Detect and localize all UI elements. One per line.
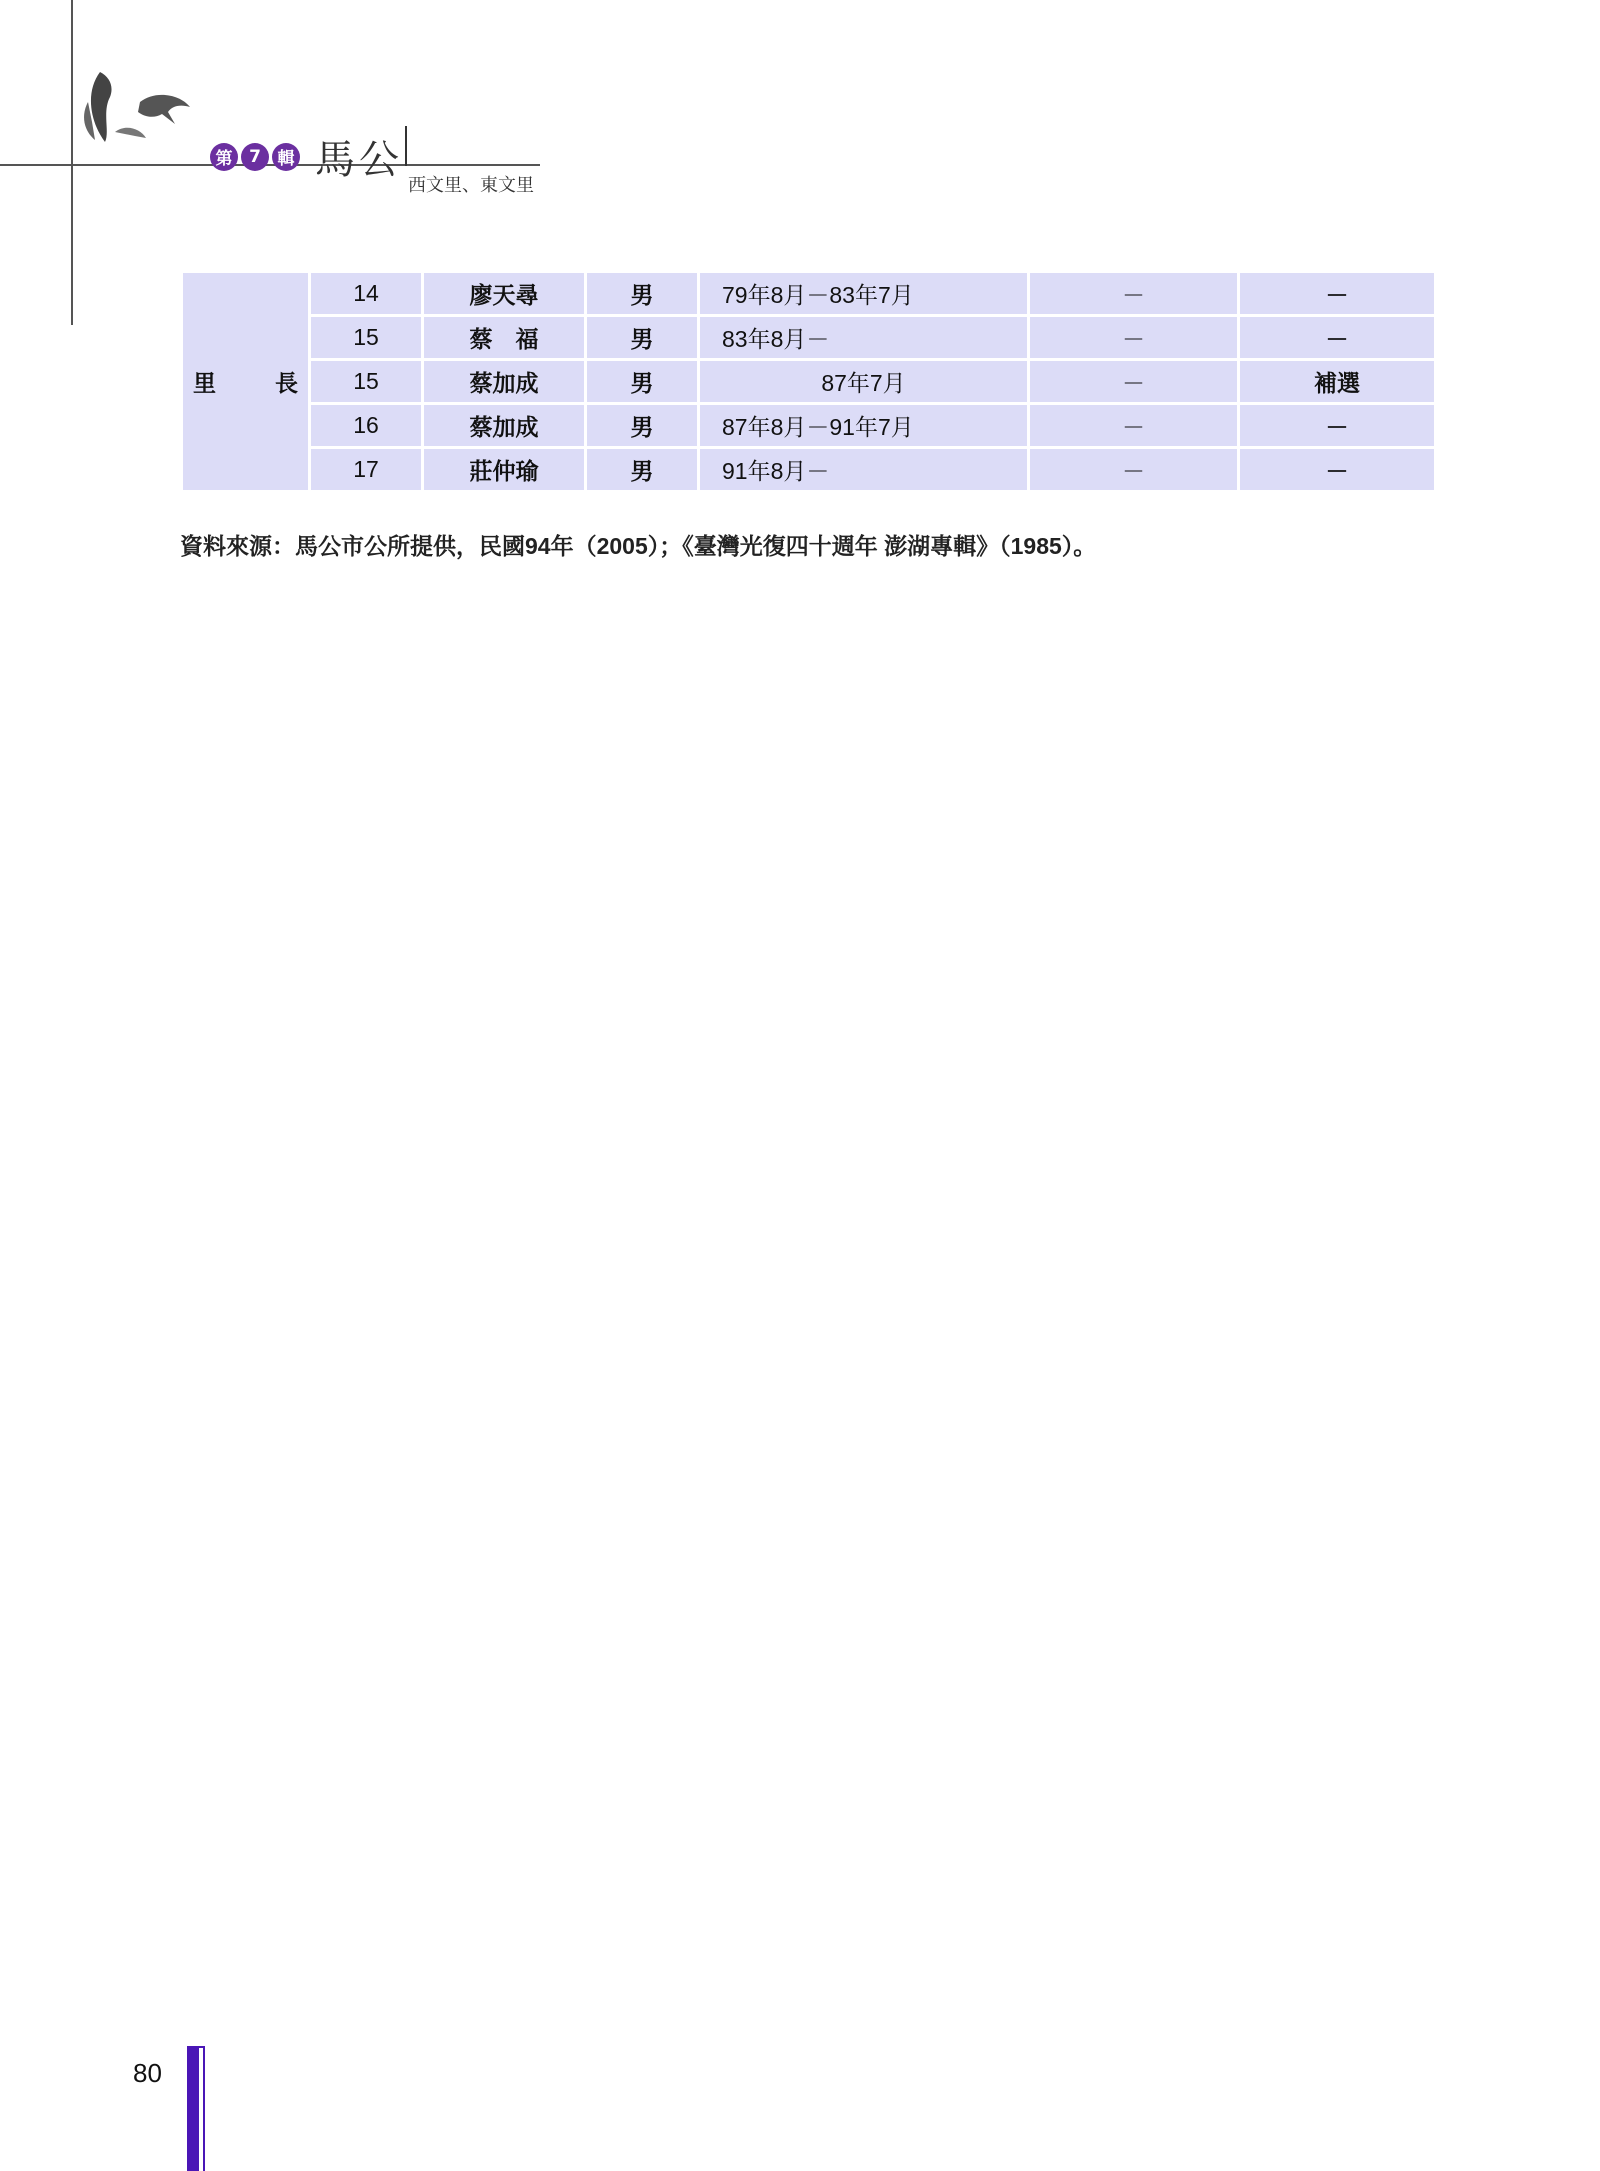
term-cell: 15	[310, 316, 423, 360]
term-cell: 14	[310, 272, 423, 316]
term-cell: 15	[310, 360, 423, 404]
table-row	[182, 360, 1436, 404]
period-cell: 83年8月－	[699, 316, 1029, 360]
period-cell: 87年7月	[699, 360, 1029, 404]
name-cell: 廖天尋	[423, 272, 586, 316]
chapter-prefix-badge: 第	[210, 143, 238, 171]
table-row	[182, 316, 1436, 360]
period-cell: 87年8月－91年7月	[699, 404, 1029, 448]
footer-accent-bar	[187, 2046, 199, 2171]
sex-cell: 男	[586, 316, 699, 360]
dolphin-logo-icon	[80, 62, 200, 162]
note-b-cell: －	[1239, 404, 1436, 448]
name-cell: 蔡加成	[423, 360, 586, 404]
note-a-cell: －	[1029, 316, 1239, 360]
page-number: 80	[133, 2058, 162, 2088]
village-chief-table	[180, 270, 1437, 493]
sex-cell: 男	[586, 448, 699, 492]
sex-cell: 男	[586, 404, 699, 448]
term-cell: 16	[310, 404, 423, 448]
name-cell: 莊仲瑜	[423, 448, 586, 492]
chapter-title: 馬公	[315, 137, 403, 183]
note-a-cell: －	[1029, 448, 1239, 492]
period-cell: 79年8月－83年7月	[699, 272, 1029, 316]
sex-cell: 男	[586, 272, 699, 316]
chapter-subtitle: 西文里、東文里	[408, 175, 534, 196]
header-vertical-rule	[71, 0, 73, 325]
chapter-label	[210, 128, 403, 185]
role-cell: 里 長	[182, 272, 310, 492]
name-cell: 蔡 福	[423, 316, 586, 360]
table-row	[182, 272, 1436, 316]
note-b-cell: －	[1239, 272, 1436, 316]
table-row	[182, 404, 1436, 448]
table-row	[182, 448, 1436, 492]
chapter-number-badge: 7	[241, 143, 269, 171]
title-divider	[405, 126, 407, 166]
footer-accent-edge	[203, 2046, 205, 2171]
name-cell: 蔡加成	[423, 404, 586, 448]
sex-cell: 男	[586, 360, 699, 404]
note-a-cell: －	[1029, 360, 1239, 404]
note-a-cell: －	[1029, 404, 1239, 448]
term-cell: 17	[310, 448, 423, 492]
chapter-suffix-badge: 輯	[272, 143, 300, 171]
note-b-cell: 補選	[1239, 360, 1436, 404]
note-b-cell: －	[1239, 448, 1436, 492]
note-b-cell: －	[1239, 316, 1436, 360]
source-note: 資料來源：馬公市公所提供，民國94年（2005）；《臺灣光復四十週年 澎湖專輯》（1985）。	[180, 533, 1097, 559]
note-a-cell: －	[1029, 272, 1239, 316]
period-cell: 91年8月－	[699, 448, 1029, 492]
